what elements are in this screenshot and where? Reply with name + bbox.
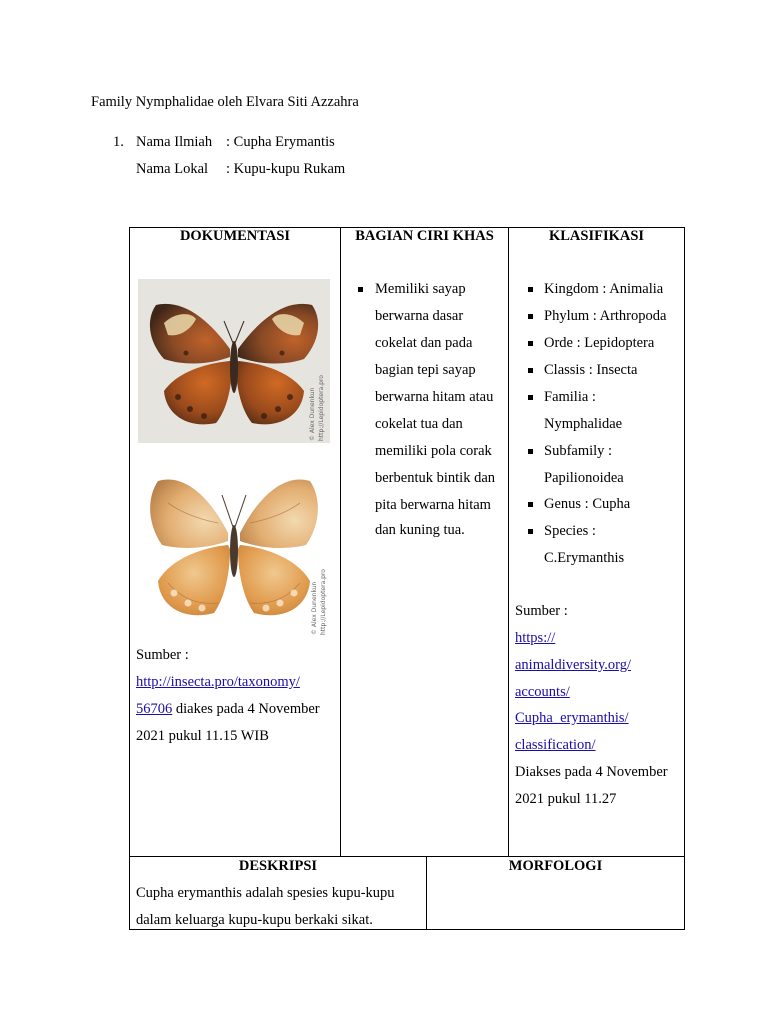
klasifikasi-bullet — [528, 368, 533, 373]
butterfly-top-illustration — [138, 279, 330, 443]
list-number: 1. — [113, 134, 124, 150]
klasifikasi-source-label: Sumber : — [515, 603, 568, 619]
local-name-label: Nama Lokal — [136, 161, 209, 177]
document-title: Family Nymphalidae oleh Elvara Siti Azzahra — [91, 94, 359, 110]
klasifikasi-item: Phylum : Arthropoda — [544, 308, 667, 324]
local-name-value: : Kupu-kupu Rukam — [226, 161, 346, 177]
header-deskripsi: DESKRIPSI — [238, 858, 318, 874]
klasifikasi-bullet — [528, 395, 533, 400]
klasifikasi-bullet — [528, 449, 533, 454]
klasifikasi-item: Nymphalidae — [544, 416, 623, 432]
ciri-khas-line: Memiliki sayap — [375, 281, 466, 297]
photo-top-watermark-1: © Alex Dunenkun — [309, 387, 316, 441]
klasifikasi-access-date: Diakses pada 4 November — [515, 764, 668, 780]
ciri-khas-line: berwarna dasar — [375, 308, 464, 324]
dokumentasi-source-link-line1[interactable]: http://insecta.pro/taxonomy/ — [136, 674, 300, 690]
ciri-khas-line: berwarna hitam atau — [375, 389, 494, 405]
klasifikasi-source-link-line[interactable]: https:// — [515, 630, 556, 646]
klasifikasi-bullet — [528, 341, 533, 346]
butterfly-photo-bottom — [138, 453, 330, 639]
ciri-khas-line: dan kuning tua. — [375, 522, 465, 538]
table-border-middle — [129, 856, 685, 857]
header-klasifikasi: KLASIFIKASI — [548, 228, 645, 244]
table-border-bottom — [129, 929, 685, 930]
header-ciri-khas: BAGIAN CIRI KHAS — [355, 228, 494, 244]
deskripsi-line: Cupha erymanthis adalah spesies kupu-kupu — [136, 885, 395, 901]
table-border-left — [129, 227, 130, 930]
dokumentasi-access-date: diakes pada 4 November — [172, 701, 320, 717]
klasifikasi-item: Orde : Lepidoptera — [544, 335, 655, 351]
photo-bottom-watermark-1: © Alex Dunenkun — [311, 581, 318, 635]
ciri-khas-line: cokelat tua dan — [375, 416, 463, 432]
table-divider-1 — [340, 227, 341, 857]
dokumentasi-source-line2 — [136, 701, 320, 718]
ciri-khas-line: pita berwarna hitam — [375, 497, 491, 513]
header-morfologi: MORFOLOGI — [508, 858, 603, 874]
klasifikasi-item: Kingdom : Animalia — [544, 281, 664, 297]
dokumentasi-source-label: Sumber : — [136, 647, 189, 663]
klasifikasi-bullet — [528, 529, 533, 534]
scientific-name-label: Nama Ilmiah — [136, 134, 213, 150]
ciri-khas-line: cokelat dan pada — [375, 335, 473, 351]
butterfly-photo-top — [138, 279, 330, 443]
klasifikasi-access-time: 2021 pukul 11.27 — [515, 791, 617, 807]
klasifikasi-item: Familia : — [544, 389, 596, 405]
klasifikasi-bullet — [528, 502, 533, 507]
dokumentasi-source-link-line2[interactable]: 56706 — [136, 701, 173, 717]
klasifikasi-bullet — [528, 287, 533, 292]
butterfly-bottom-illustration — [138, 453, 330, 639]
deskripsi-line: dalam keluarga kupu-kupu berkaki sikat. — [136, 912, 373, 928]
klasifikasi-source-link-line[interactable]: Cupha_erymanthis/ — [515, 710, 629, 726]
klasifikasi-item: Papilionoidea — [544, 470, 624, 486]
header-dokumentasi: DOKUMENTASI — [179, 228, 291, 244]
photo-bottom-watermark-2: http://Lepidoptera.pro — [320, 569, 327, 635]
klasifikasi-source-link-line[interactable]: accounts/ — [515, 684, 570, 700]
klasifikasi-source-link-line[interactable]: classification/ — [515, 737, 596, 753]
scientific-name-value: : Cupha Erymantis — [226, 134, 335, 150]
ciri-khas-line: berbentuk bintik dan — [375, 470, 496, 486]
ciri-khas-line: memiliki pola corak — [375, 443, 492, 459]
ciri-khas-bullet — [358, 287, 363, 292]
klasifikasi-item: Subfamily : — [544, 443, 613, 459]
klasifikasi-item: Classis : Insecta — [544, 362, 638, 378]
klasifikasi-item: Genus : Cupha — [544, 496, 631, 512]
klasifikasi-bullet — [528, 314, 533, 319]
table-border-right — [684, 227, 685, 930]
klasifikasi-item: Species : — [544, 523, 596, 539]
photo-top-watermark-2: http://Lepidoptera.pro — [318, 375, 325, 441]
dokumentasi-access-time: 2021 pukul 11.15 WIB — [136, 728, 269, 744]
ciri-khas-line: bagian tepi sayap — [375, 362, 476, 378]
klasifikasi-source-link-line[interactable]: animaldiversity.org/ — [515, 657, 631, 673]
table-divider-2 — [508, 227, 509, 857]
klasifikasi-item: C.Erymanthis — [544, 550, 625, 566]
